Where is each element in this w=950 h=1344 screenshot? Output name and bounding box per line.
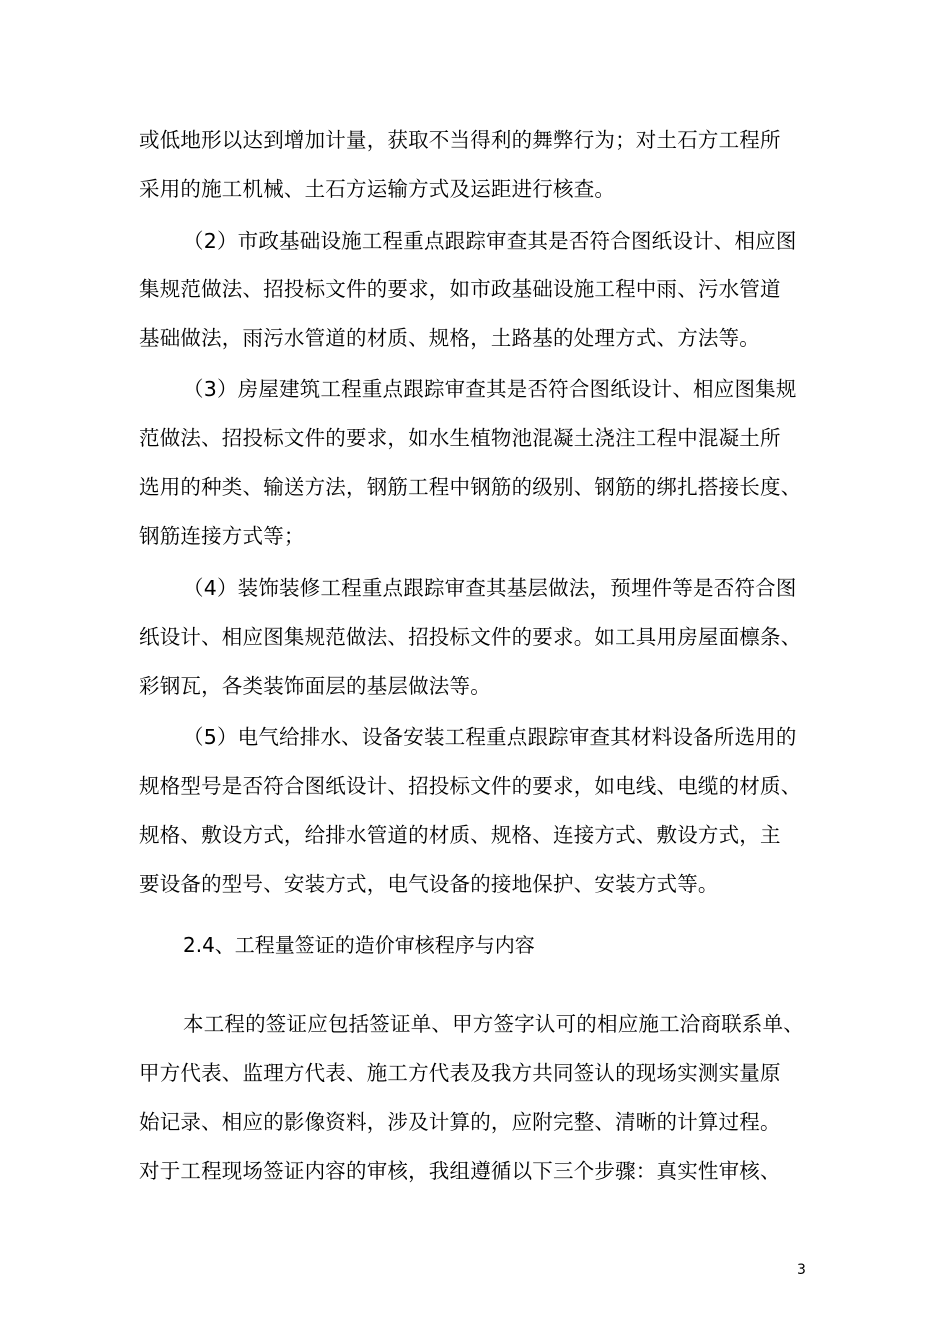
- paragraph-line: 采用的施工机械、土石方运输方式及运距进行核查。: [139, 177, 616, 201]
- paragraph-line: 纸设计、相应图集规范做法、招投标文件的要求。如工具用房屋面檩条、: [139, 625, 802, 649]
- paragraph-line: （2）市政基础设施工程重点跟踪审查其是否符合图纸设计、相应图: [183, 229, 797, 253]
- paragraph-line: 范做法、招投标文件的要求，如水生植物池混凝土浇注工程中混凝土所: [139, 426, 781, 450]
- paragraph-line: （3）房屋建筑工程重点跟踪审查其是否符合图纸设计、相应图集规: [183, 377, 797, 401]
- paragraph-line: 规格型号是否符合图纸设计、招投标文件的要求，如电线、电缆的材质、: [139, 774, 802, 798]
- page-number: 3: [797, 1262, 806, 1278]
- paragraph-line: 彩钢瓦，各类装饰面层的基层做法等。: [139, 674, 491, 698]
- paragraph-line: 对于工程现场签证内容的审核，我组遵循以下三个步骤：真实性审核、: [139, 1159, 781, 1183]
- paragraph-line: 规格、敷设方式，给排水管道的材质、规格、连接方式、敷设方式，主: [139, 823, 781, 847]
- paragraph-line: 始记录、相应的影像资料，涉及计算的，应附完整、清晰的计算过程。: [139, 1110, 781, 1134]
- paragraph-line: 本工程的签证应包括签证单、甲方签字认可的相应施工洽商联系单、: [183, 1012, 804, 1036]
- paragraph-line: 基础做法，雨污水管道的材质、规格，土路基的处理方式、方法等。: [139, 326, 760, 350]
- paragraph-line: 或低地形以达到增加计量，获取不当得利的舞弊行为；对土石方工程所: [139, 128, 781, 152]
- paragraph-line: 集规范做法、招投标文件的要求，如市政基础设施工程中雨、污水管道: [139, 277, 781, 301]
- section-heading: 2.4、工程量签证的造价审核程序与内容: [183, 933, 535, 957]
- paragraph-line: 要设备的型号、安装方式，电气设备的接地保护、安装方式等。: [139, 872, 719, 896]
- paragraph-line: 钢筋连接方式等；: [139, 524, 305, 548]
- paragraph-line: 选用的种类、输送方法，钢筋工程中钢筋的级别、钢筋的绑扎搭接长度、: [139, 475, 802, 499]
- paragraph-line: （5）电气给排水、设备安装工程重点跟踪审查其材料设备所选用的: [183, 725, 797, 749]
- paragraph-line: （4）装饰装修工程重点跟踪审查其基层做法，预埋件等是否符合图: [183, 576, 797, 600]
- paragraph-line: 甲方代表、监理方代表、施工方代表及我方共同签认的现场实测实量原: [139, 1061, 781, 1085]
